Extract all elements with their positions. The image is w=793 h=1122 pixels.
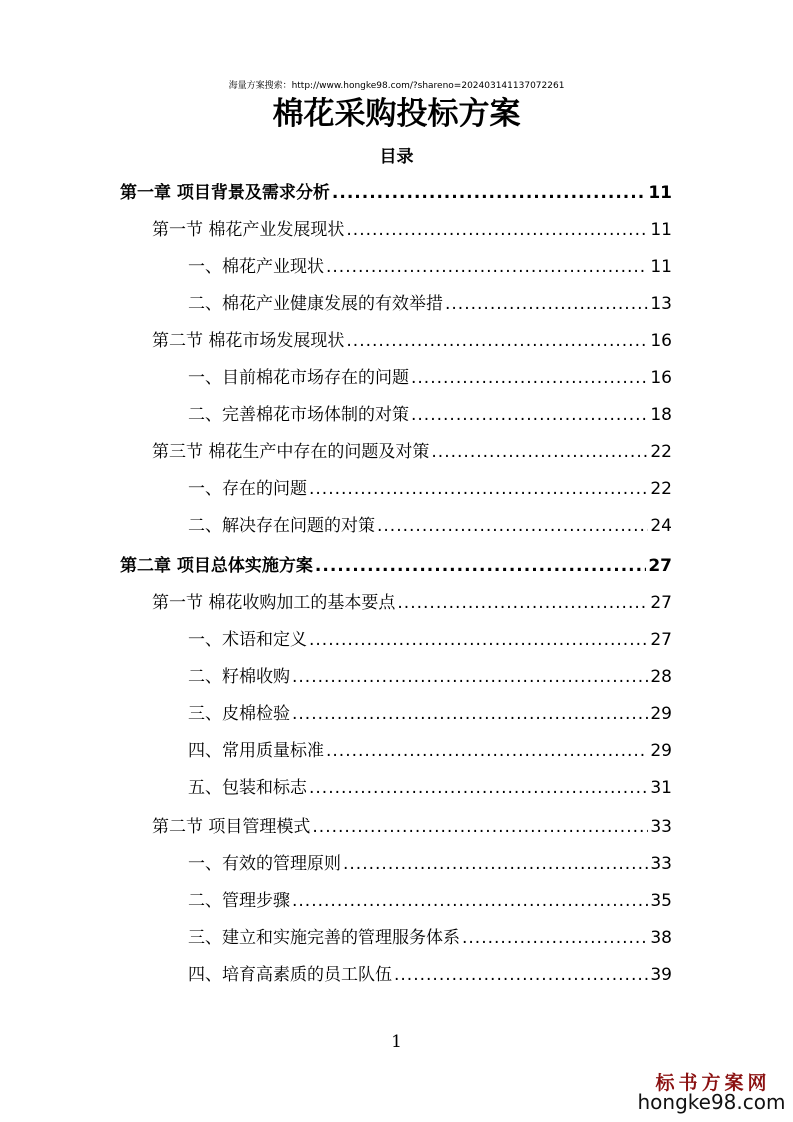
toc-entry-label: 五、包装和标志 <box>188 778 307 798</box>
toc-entry-label: 二、解决存在问题的对策 <box>188 516 375 536</box>
toc-entry-page: 16 <box>650 368 672 388</box>
toc-entry[interactable] <box>188 883 672 920</box>
toc-entry-page: 38 <box>650 928 672 948</box>
toc-entry[interactable] <box>188 846 672 883</box>
toc-entry-label: 第三节 棉花生产中存在的问题及对策 <box>152 442 430 462</box>
toc-entry[interactable] <box>152 809 672 846</box>
toc-entry-label: 一、存在的问题 <box>188 479 307 499</box>
toc-leader-dots <box>315 548 646 585</box>
toc-leader-dots <box>445 286 648 323</box>
toc-leader-dots <box>309 622 648 659</box>
toc-entry-label: 四、常用质量标准 <box>188 741 324 761</box>
toc-leader-dots <box>346 323 648 360</box>
toc-leader-dots <box>397 585 648 622</box>
toc-entry-label: 三、建立和实施完善的管理服务体系 <box>188 928 460 948</box>
toc-entry[interactable] <box>188 733 672 770</box>
toc-entry-label: 第一章 项目背景及需求分析 <box>120 183 330 203</box>
toc-entry-page: 27 <box>648 556 672 576</box>
toc-entry-label: 第二节 项目管理模式 <box>152 817 311 837</box>
toc-entry-label: 一、有效的管理原则 <box>188 854 341 874</box>
page-number: 1 <box>391 1032 402 1052</box>
toc-entry-page: 29 <box>650 704 672 724</box>
toc-entry-page: 22 <box>650 479 672 499</box>
toc-leader-dots <box>462 920 648 957</box>
toc-entry-label: 二、棉花产业健康发展的有效举措 <box>188 294 443 314</box>
toc-entry[interactable] <box>188 360 672 397</box>
toc-entry[interactable] <box>120 548 672 585</box>
toc-entry-label: 第一节 棉花产业发展现状 <box>152 220 345 240</box>
toc-entry-label: 一、术语和定义 <box>188 630 307 650</box>
toc-entry[interactable] <box>188 286 672 323</box>
toc-entry[interactable] <box>152 212 672 249</box>
toc-leader-dots <box>312 809 648 846</box>
toc-entry-page: 11 <box>648 183 672 203</box>
toc-leader-dots <box>346 212 648 249</box>
toc-entry-page: 24 <box>650 516 672 536</box>
toc-leader-dots <box>343 846 648 883</box>
toc-leader-dots <box>394 957 648 994</box>
toc-leader-dots <box>309 471 648 508</box>
toc-entry-label: 一、目前棉花市场存在的问题 <box>188 368 409 388</box>
toc-entry-page: 11 <box>650 257 672 277</box>
toc-entry[interactable] <box>188 622 672 659</box>
toc-entry-page: 29 <box>650 741 672 761</box>
toc-leader-dots <box>377 508 648 545</box>
toc-entry-page: 27 <box>650 593 672 613</box>
toc-leader-dots <box>326 249 648 286</box>
toc-entry-page: 31 <box>650 778 672 798</box>
toc-entry[interactable] <box>152 585 672 622</box>
toc-entry-label: 第一节 棉花收购加工的基本要点 <box>152 593 396 613</box>
toc-entry[interactable] <box>188 770 672 807</box>
toc-entry-page: 11 <box>650 220 672 240</box>
toc-entry[interactable] <box>188 696 672 733</box>
toc-leader-dots <box>431 434 648 471</box>
toc-entry[interactable] <box>188 249 672 286</box>
toc-entry[interactable] <box>152 323 672 360</box>
toc-entry-page: 33 <box>650 817 672 837</box>
watermark-domain: hongke98.com <box>637 1090 786 1114</box>
toc-heading: 目录 <box>379 147 414 167</box>
document-title: 棉花采购投标方案 <box>272 96 521 132</box>
toc-leader-dots <box>411 360 648 397</box>
toc-entry[interactable] <box>152 434 672 471</box>
toc-leader-dots <box>332 175 646 212</box>
toc-entry-label: 三、皮棉检验 <box>188 704 290 724</box>
toc-entry-label: 第二章 项目总体实施方案 <box>120 556 313 576</box>
toc-entry-page: 22 <box>650 442 672 462</box>
toc-entry-page: 16 <box>650 331 672 351</box>
toc-entry[interactable] <box>120 175 672 212</box>
toc-entry-page: 35 <box>650 891 672 911</box>
toc-entry[interactable] <box>188 471 672 508</box>
toc-entry[interactable] <box>188 957 672 994</box>
toc-entry-page: 13 <box>650 294 672 314</box>
toc-entry-label: 二、管理步骤 <box>188 891 290 911</box>
toc-leader-dots <box>292 883 648 920</box>
toc-entry-label: 四、培育高素质的员工队伍 <box>188 965 392 985</box>
toc-entry[interactable] <box>188 397 672 434</box>
toc-entry-page: 18 <box>650 405 672 425</box>
toc-entry[interactable] <box>188 920 672 957</box>
toc-entry-label: 二、籽棉收购 <box>188 667 290 687</box>
toc-leader-dots <box>292 659 648 696</box>
toc-entry[interactable] <box>188 659 672 696</box>
toc-entry-page: 39 <box>650 965 672 985</box>
toc-entry-label: 一、棉花产业现状 <box>188 257 324 277</box>
toc-leader-dots <box>326 733 648 770</box>
watermark-logo-text: 标书方案网 <box>655 1072 771 1094</box>
toc-leader-dots <box>292 696 648 733</box>
toc-leader-dots <box>411 397 648 434</box>
toc-entry-label: 第二节 棉花市场发展现状 <box>152 331 345 351</box>
toc-entry-label: 二、完善棉花市场体制的对策 <box>188 405 409 425</box>
toc-entry-page: 28 <box>650 667 672 687</box>
toc-entry[interactable] <box>188 508 672 545</box>
toc-entry-page: 27 <box>650 630 672 650</box>
toc-entry-page: 33 <box>650 854 672 874</box>
toc-leader-dots <box>309 770 648 807</box>
header-search-line: 海量方案搜索：http://www.hongke98.com/?shareno=20240314113707226​1 <box>228 81 565 91</box>
